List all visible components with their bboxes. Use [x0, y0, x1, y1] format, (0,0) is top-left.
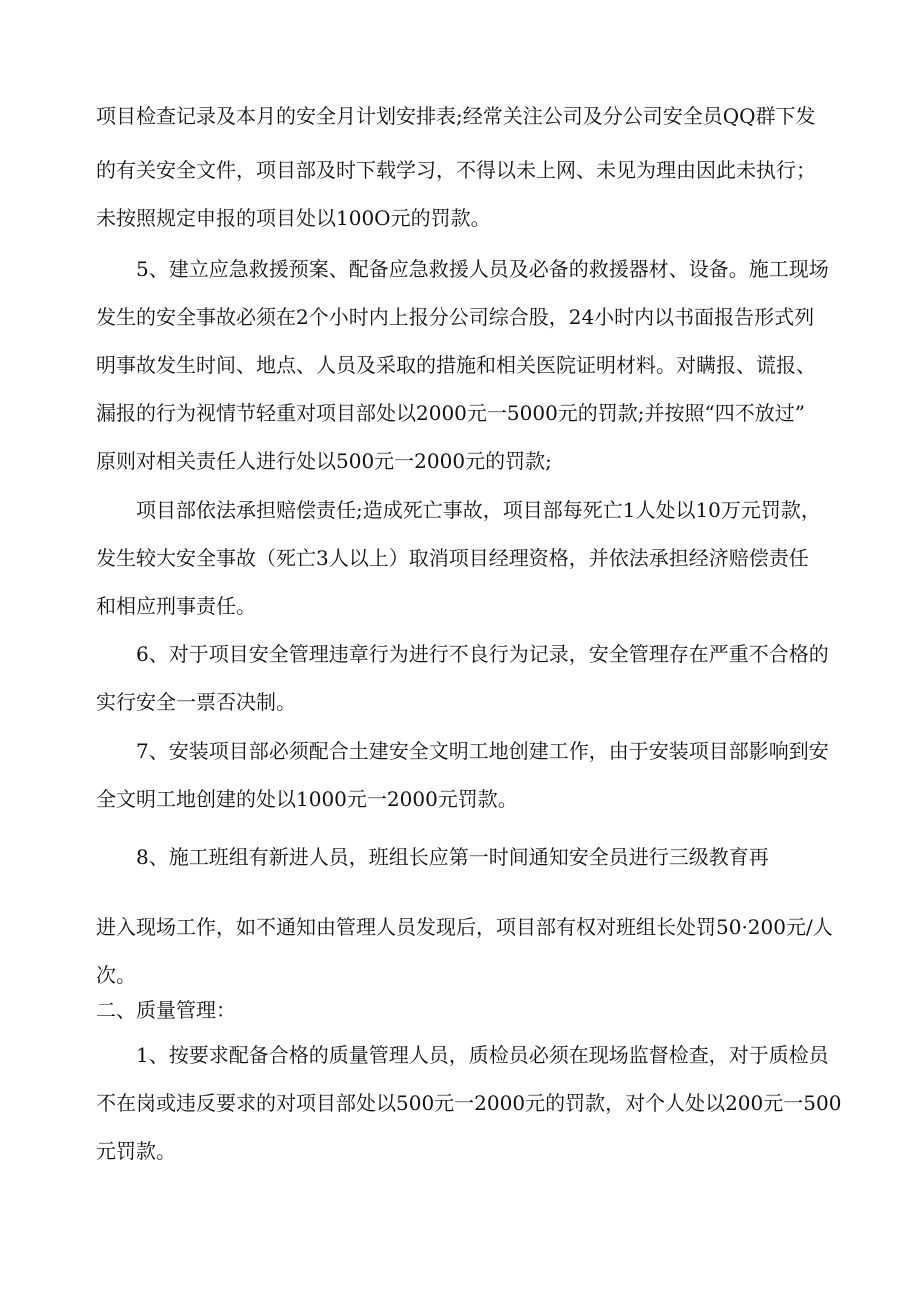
text-line: 原则对相关责任人进行处以500元一2000元的罚款; — [96, 449, 552, 473]
section-heading: 二、质量管理： — [96, 998, 236, 1022]
text-line: 未按照规定申报的项目处以100O元的罚款。 — [96, 206, 491, 230]
text-line: 实行安全一票否决制。 — [96, 690, 296, 714]
text-line: 次。 — [96, 963, 136, 987]
text-line: 6、对于项目安全管理违章行为进行不良行为记录，安全管理存在严重不合格的 — [136, 642, 829, 666]
text-line: 和相应刑事责任。 — [96, 594, 256, 618]
text-line: 8、施工班组有新进人员，班组长应第一时间通知安全员进行三级教育再 — [136, 845, 769, 869]
text-line: 不在岗或违反要求的对项目部处以500元一2000元的罚款，对个人处以200元一500 — [96, 1091, 842, 1115]
text-line: 漏报的行为视情节轻重对项目部处以2000元一5000元的罚款;并按照“四不放过” — [96, 401, 805, 425]
text-line: 发生较大安全事故（死亡3人以上）取消项目经理资格，并依法承担经济赔偿责任 — [96, 546, 809, 570]
text-line: 1、按要求配备合格的质量管理人员，质检员必须在现场监督检查，对于质检员 — [136, 1043, 829, 1067]
text-line: 项目部依法承担赔偿责任;造成死亡事故，项目部每死亡1人处以10万元罚款， — [136, 498, 821, 522]
text-line: 7、安装项目部必须配合土建安全文明工地创建工作，由于安装项目部影响到安 — [136, 739, 829, 763]
text-line: 的有关安全文件，项目部及时下载学习，不得以未上网、未见为理由因此未执行； — [96, 158, 816, 182]
text-line: 全文明工地创建的处以1000元一2000元罚款。 — [96, 787, 518, 811]
text-line: 项目检查记录及本月的安全月计划安排表;经常关注公司及分公司安全员QQ群下发 — [96, 104, 816, 128]
text-line: 进入现场工作，如不通知由管理人员发现后，项目部有权对班组长处罚50·200元/人 — [96, 915, 833, 939]
text-line: 发生的安全事故必须在2个小时内上报分公司综合股，24小时内以书面报告形式列 — [96, 305, 815, 329]
text-line: 5、建立应急救援预案、配备应急救援人员及必备的救援器材、设备。施工现场 — [136, 257, 829, 281]
text-line: 明事故发生时间、地点、人员及采取的措施和相关医院证明材料。对瞒报、谎报、 — [96, 353, 816, 377]
text-line: 元罚款。 — [96, 1139, 176, 1163]
